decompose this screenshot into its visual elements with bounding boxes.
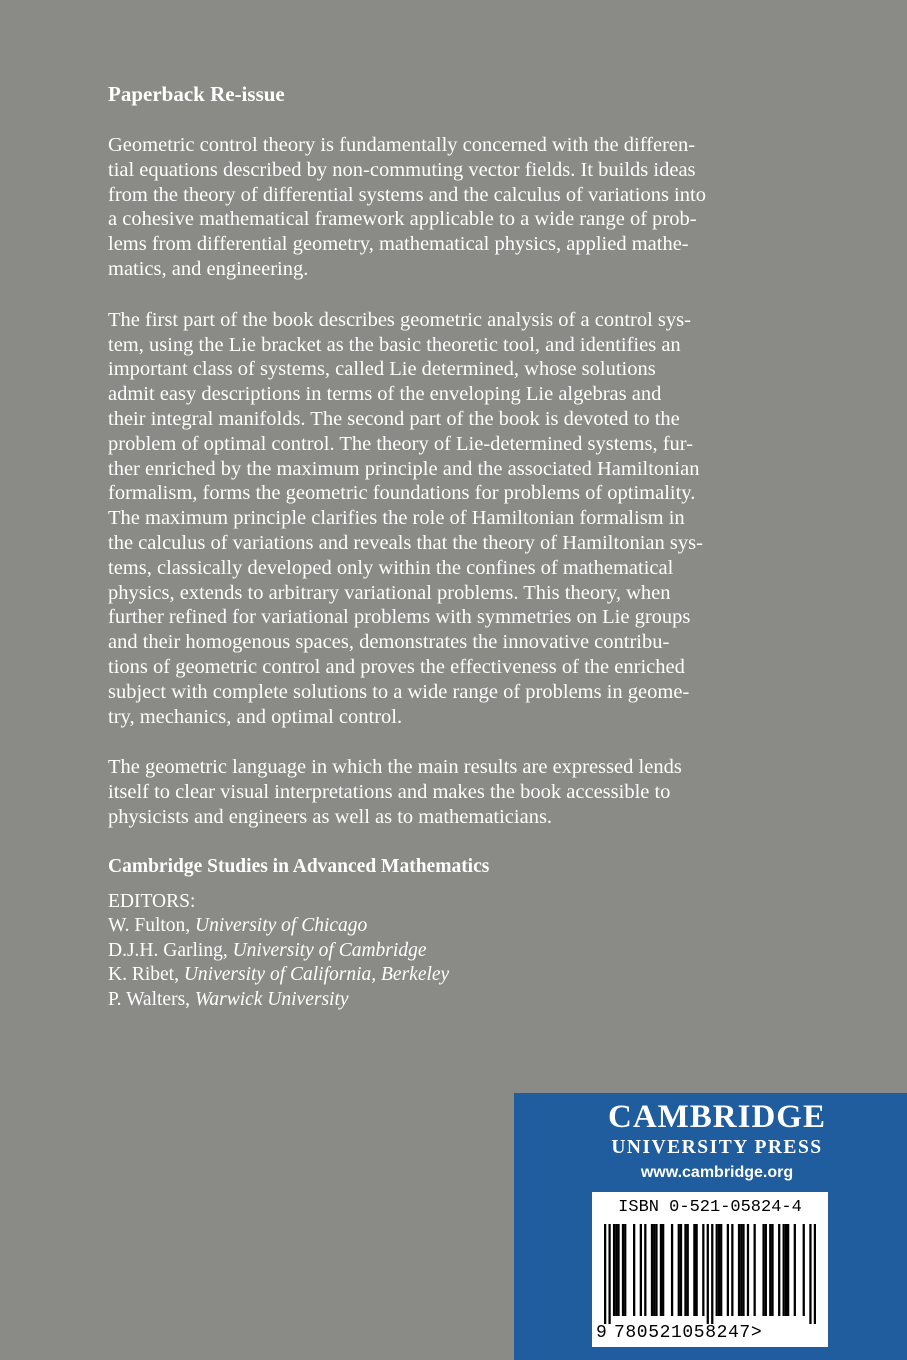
barcode-bar: [604, 1224, 606, 1324]
editor-entry: [108, 988, 808, 1013]
text-line: itself to clear visual interpretations and makes the book accessible to: [108, 781, 671, 804]
text-line: matics, and engineering.: [108, 257, 309, 280]
barcode-bar: [624, 1224, 626, 1316]
text-line: The maximum principle clarifies the role of Hamiltonian formalism in: [108, 507, 685, 530]
barcode-bar: [785, 1224, 787, 1316]
barcode-bar: [794, 1224, 796, 1316]
publisher-name: CAMBRIDGE: [607, 1099, 826, 1135]
editor-affiliation: University of California, Berkeley: [183, 964, 450, 986]
series-title: Cambridge Studies in Advanced Mathematics: [108, 855, 490, 877]
barcode-bar: [742, 1224, 744, 1316]
text-line: problem of optimal control. The theory of Lie-determined systems, fur-: [108, 432, 694, 455]
editor-name: P. Walters,: [108, 988, 195, 1010]
barcode-bar: [771, 1224, 773, 1316]
text-line: try, mechanics, and optimal control.: [108, 705, 403, 728]
editors-list: [108, 890, 808, 1013]
text-line: a cohesive mathematical framework applicable to a wide range of prob-: [108, 208, 697, 231]
editors-label: EDITORS:: [108, 890, 196, 912]
barcode-bar: [783, 1224, 785, 1316]
text-line: tem, using the Lie bracket as the basic theoretic tool, and identifies an: [108, 333, 681, 356]
text-line: from the theory of differential systems and the calculus of variations into: [108, 183, 706, 206]
text-line: and their homogenous spaces, demonstrates the innovative contribu-: [108, 631, 670, 654]
barcode-bar: [769, 1224, 771, 1316]
barcode-bar: [727, 1224, 729, 1316]
publisher-url: www.cambridge.org: [640, 1164, 794, 1181]
barcode-bar: [702, 1224, 704, 1316]
barcode-bar: [754, 1224, 756, 1316]
ean-first-digit: 9: [596, 1323, 607, 1343]
barcode-bar: [617, 1224, 619, 1316]
editor-name: W. Fulton,: [108, 915, 196, 937]
barcode-bar: [651, 1224, 653, 1316]
barcode-bar: [655, 1224, 657, 1316]
ean-digit-string: [614, 1323, 762, 1343]
barcode-bar: [711, 1224, 713, 1324]
text-line: ther enriched by the maximum principle and the associated Hamiltonian: [108, 457, 700, 480]
editor-name: K. Ribet,: [108, 964, 184, 986]
isbn-label: ISBN 0-521-05824-4: [618, 1198, 802, 1217]
text-line: formalism, forms the geometric foundations for problems of optimality.: [108, 482, 696, 505]
ean-end-mark: >: [750, 1323, 763, 1343]
editor-affiliation: University of Cambridge: [232, 939, 427, 961]
barcode-bar: [740, 1224, 742, 1316]
text-line: subject with complete solutions to a wide range of problems in geome-: [108, 680, 690, 703]
cover-heading: Paperback Re-issue: [108, 82, 285, 106]
barcode-bar: [809, 1224, 811, 1324]
barcode-bar: [738, 1224, 740, 1316]
publisher-subtitle: UNIVERSITY PRESS: [611, 1137, 823, 1158]
barcode-bar: [622, 1224, 624, 1316]
barcode-bar: [707, 1224, 709, 1324]
barcode-bar: [803, 1224, 805, 1316]
description-paragraph-2: [108, 308, 808, 730]
editor-entry: [108, 914, 808, 939]
barcode-bar: [660, 1224, 662, 1316]
text-line: tions of geometric control and proves the effectiveness of the enriched: [108, 655, 685, 678]
barcode-bar: [814, 1224, 816, 1324]
text-line: The geometric language in which the main results are expressed lends: [108, 756, 682, 779]
barcode-bar: [693, 1224, 695, 1316]
barcode-icon: [604, 1224, 816, 1324]
text-line: tial equations described by non-commuting vector fields. It builds ideas: [108, 158, 696, 181]
description-paragraph-1: [108, 133, 808, 282]
ean-digits-value: 780521058247: [614, 1323, 751, 1343]
editor-affiliation: Warwick University: [194, 988, 349, 1010]
text-line: Geometric control theory is fundamentally concerned with the differen-: [108, 134, 696, 156]
text-line: their integral manifolds. The second part of the book is devoted to the: [108, 407, 680, 430]
barcode-bar: [695, 1224, 697, 1316]
barcode-bar: [720, 1224, 722, 1316]
barcode-bar: [653, 1224, 655, 1316]
editor-name: D.J.H. Garling,: [108, 939, 233, 961]
editor-affiliation: University of Chicago: [195, 915, 368, 937]
barcode-bar: [678, 1224, 680, 1316]
barcode-bar: [778, 1224, 780, 1316]
text-line: admit easy descriptions in terms of the enveloping Lie algebras and: [108, 383, 662, 406]
back-cover-text: [108, 82, 808, 1012]
text-line: lems from differential geometry, mathematical physics, applied mathe-: [108, 233, 689, 256]
editor-entry: [108, 963, 808, 988]
barcode-panel: [592, 1192, 828, 1347]
text-line: The first part of the book describes geometric analysis of a control sys-: [108, 308, 691, 331]
barcode-bar: [640, 1224, 642, 1316]
barcode-bar: [662, 1224, 664, 1316]
description-paragraph-3: [108, 755, 808, 829]
barcode-bar: [762, 1224, 764, 1316]
barcode-bar: [680, 1224, 682, 1316]
barcode-bar: [615, 1224, 617, 1316]
barcode-bar: [608, 1224, 610, 1324]
barcode-bar: [731, 1224, 733, 1316]
text-line: physics, extends to arbitrary variational problems. This theory, when: [108, 581, 671, 604]
publisher-box: [514, 1093, 907, 1360]
text-line: further refined for variational problems with symmetries on Lie groups: [108, 606, 691, 629]
barcode-bar: [718, 1224, 720, 1316]
text-line: tems, classically developed only within the confines of mathematical: [108, 556, 674, 579]
text-line: important class of systems, called Lie determined, whose solutions: [108, 358, 656, 381]
text-line: the calculus of variations and reveals that the theory of Hamiltonian sys-: [108, 531, 703, 554]
barcode-bar: [687, 1224, 689, 1316]
barcode-bar: [787, 1224, 789, 1316]
text-line: physicists and engineers as well as to mathematicians.: [108, 805, 553, 828]
barcode-bar: [644, 1224, 646, 1316]
barcode-bar: [613, 1224, 615, 1316]
barcode-bar: [716, 1224, 718, 1316]
barcode-bar: [633, 1224, 635, 1316]
barcode-bar: [747, 1224, 749, 1316]
barcode-bar: [765, 1224, 767, 1316]
editor-entry: [108, 939, 808, 964]
barcode-bar: [671, 1224, 673, 1316]
barcode-bar: [684, 1224, 686, 1316]
